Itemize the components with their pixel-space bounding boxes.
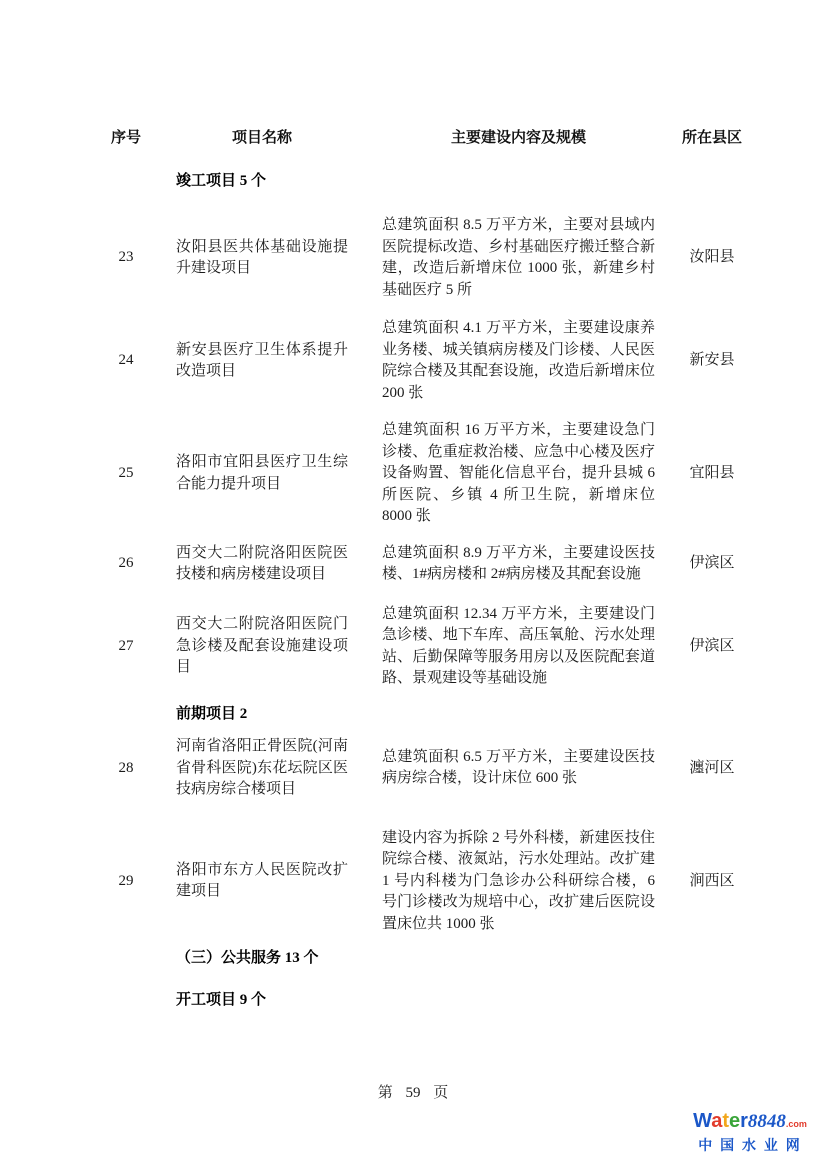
logo-letter: t (722, 1110, 729, 1132)
table-row (90, 215, 762, 301)
project-description: 总建筑面积 16 万平方米，主要建设急门诊楼、危重症救治楼、应急中心楼及医疗设备购置、智能化信息平台，提升县城 6 所医院、乡镇 4 所卫生院，新增床位 8000 张 (382, 422, 655, 524)
project-description: 总建筑面积 8.9 万平方米，主要建设医技楼、1#病房楼和 2#病房楼及其配套设施 (382, 544, 655, 582)
section-commenced-projects: 开工项目 9 个 (176, 991, 267, 1008)
row-serial-number: 25 (118, 465, 134, 481)
header-serial-number: 序号 (110, 129, 141, 146)
project-name: 新安县医疗卫生体系提升改造项目 (176, 341, 348, 379)
projects-table (90, 127, 762, 1011)
logo-letter: e (729, 1110, 741, 1132)
page-number: 第 59 页 (377, 1085, 449, 1101)
project-description: 建设内容为拆除 2 号外科楼，新建医技住院综合楼、液氮站，污水处理站。改扩建 1 号内科楼为门急诊办公科研综合楼，6 号门诊楼改为规培中心，改扩建后医院设置床位共 1000 张 (382, 829, 655, 932)
project-name: 洛阳市东方人民医院改扩建项目 (176, 861, 348, 900)
header-main-content-scale: 主要建设内容及规模 (450, 129, 586, 146)
table-row (90, 604, 762, 690)
section-public-service: （三）公共服务 13 个 (176, 950, 319, 966)
table-row (90, 420, 762, 528)
project-district: 新安县 (689, 352, 735, 369)
project-name: 汝阳县医共体基础设施提升建设项目 (176, 238, 348, 276)
water8848-logo (682, 1110, 818, 1155)
row-serial-number: 26 (118, 555, 134, 572)
project-district: 涧西区 (689, 872, 735, 889)
logo-tld: .com (785, 1119, 807, 1129)
row-serial-number: 24 (118, 352, 134, 369)
table-header-row (90, 127, 762, 149)
project-name: 西交大二附院洛阳医院医技楼和病房楼建设项目 (176, 544, 348, 582)
header-project-name: 项目名称 (231, 129, 292, 146)
project-name: 洛阳市宜阳县医疗卫生综合能力提升项目 (176, 454, 348, 492)
project-district: 宜阳县 (689, 465, 735, 481)
project-name: 河南省洛阳正骨医院(河南省骨科医院)东花坛院区医技病房综合楼项目 (176, 738, 348, 797)
water8848-wordmark (682, 1110, 818, 1133)
row-serial-number: 28 (118, 759, 134, 776)
project-district: 瀍河区 (689, 759, 735, 776)
project-description: 总建筑面积 6.5 万平方米，主要建设医技病房综合楼，设计床位 600 张 (382, 748, 655, 787)
table-row (90, 543, 762, 586)
project-district: 伊滨区 (689, 637, 735, 654)
logo-letter: r (740, 1110, 748, 1132)
project-district: 汝阳县 (689, 249, 735, 266)
project-description: 总建筑面积 8.5 万平方米，主要对县域内医院提标改造、乡村基础医疗搬迁整合新建，改造后新增床位 1000 张，新建乡村基础医疗 5 所 (382, 217, 655, 298)
section-completed-projects: 竣工项目 5 个 (176, 172, 267, 189)
logo-number: 8848 (747, 1111, 786, 1132)
row-serial-number: 29 (118, 872, 134, 889)
table-row (90, 828, 762, 936)
header-district: 所在县区 (681, 129, 742, 146)
logo-letter: W (693, 1110, 712, 1132)
table-row (90, 318, 762, 404)
logo-letter: a (711, 1110, 723, 1132)
project-description: 总建筑面积 4.1 万平方米，主要建设康养业务楼、城关镇病房楼及门诊楼、人民医院综合楼及其配套设施，改造后新增床位 200 张 (382, 320, 655, 401)
logo-subtitle: 中 国 水 业 网 (698, 1137, 802, 1153)
section-early-stage-projects: 前期项目 2 (176, 705, 248, 722)
row-serial-number: 27 (118, 637, 134, 654)
table-row (90, 736, 762, 801)
project-description: 总建筑面积 12.34 万平方米，主要建设门急诊楼、地下车库、高压氧舱、污水处理站、后勤保障等服务用房以及医院配套道路、景观建设等基础设施 (382, 605, 655, 686)
project-district: 伊滨区 (689, 555, 735, 572)
project-name: 西交大二附院洛阳医院门急诊楼及配套设施建设项目 (176, 616, 348, 676)
row-serial-number: 23 (118, 249, 134, 266)
